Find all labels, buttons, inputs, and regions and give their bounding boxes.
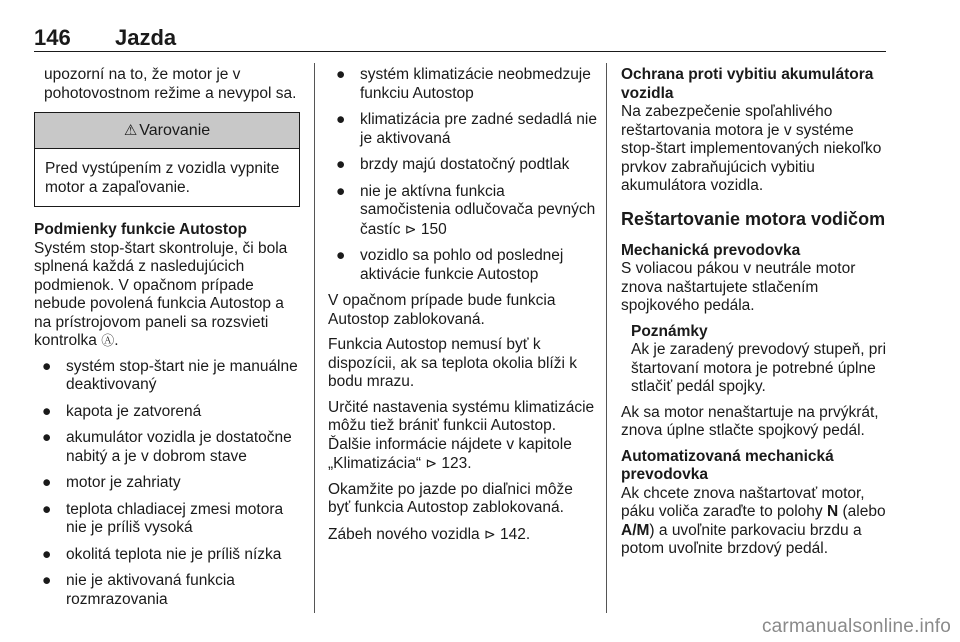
- list-item: ● okolitá teplota nie je príliš nízka: [42, 545, 282, 563]
- paragraph: V opačnom prípade bude funkcia Autostop zablokovaná.: [328, 292, 556, 328]
- list-item: ● vozidlo sa pohlo od poslednej aktivácie funkcie Autostop: [336, 247, 564, 283]
- list-item: ● teplota chladiacej zmesi motora nie je príliš vysoká: [42, 500, 284, 536]
- bullet-icon: ●: [42, 429, 52, 446]
- column-1: [34, 66, 300, 617]
- intro-text: upozorní na to, že motor je v pohotovostnom režime a nevypol sa.: [44, 66, 297, 102]
- list-item: ● nie je aktívna funkcia samočistenia odlučovača pevných častíc ⊳ 150: [336, 182, 596, 238]
- note-block: [621, 323, 889, 397]
- bullet-icon: ●: [336, 182, 346, 200]
- warning-text: Pred vystúpením z vozidla vypnite motor a zapaľovanie.: [45, 160, 280, 196]
- section-heading: Mechanická prevodovka: [621, 241, 801, 259]
- list-item: ● systém klimatizácie neobmedzuje funkciu Autostop: [336, 66, 591, 102]
- page-reference[interactable]: 142: [500, 525, 526, 543]
- paragraph: Určité nastavenia systému klimatizácie môžu tiež brániť funkcii Autostop. Ďalšie informácie nájdete v kapitole „Klimatizácia“ ⊳ 123.: [328, 398, 595, 472]
- column-divider: [606, 63, 607, 613]
- column-2: [328, 66, 598, 551]
- page-reference[interactable]: 150: [420, 220, 447, 238]
- bullet-icon: ●: [42, 572, 52, 589]
- section-heading: Automatizovaná mechanická prevodovka: [621, 447, 834, 483]
- gear-position-am: A/M: [621, 521, 650, 539]
- section-heading: Ochrana proti vybitiu akumulátora vozidla: [621, 66, 874, 102]
- bullet-icon: ●: [42, 402, 52, 420]
- warning-triangle-icon: ⚠: [123, 122, 138, 139]
- bullet-icon: ●: [42, 545, 52, 563]
- paragraph: Okamžite po jazde po diaľnici môže byť funkcia Autostop zablokovaná.: [328, 480, 573, 516]
- column-divider: [314, 63, 315, 613]
- paragraph: S voliacou pákou v neutrále motor znova naštartujete stlačením spojkového pedála.: [621, 260, 856, 314]
- page-reference-icon[interactable]: ⊳: [404, 220, 417, 237]
- note-title: Poznámky: [631, 322, 708, 340]
- list-item: ● brzdy majú dostatočný podtlak: [336, 156, 570, 173]
- paragraph: Ak chcete znova naštartovať motor, páku voliča zaraďte to polohy N (alebo A/M) a uvoľnite parkovaciu brzdu a potom uvoľnite brzdový pedál.: [621, 484, 886, 557]
- bullet-icon: ●: [336, 111, 346, 128]
- warning-header: [35, 113, 299, 149]
- gear-position-n: N: [827, 503, 839, 520]
- paragraph: Na zabezpečenie spoľahlivého reštartovania motora je v systéme stop-štart implementovaných niekoľko prvkov zabraňujúcich vybitiu akumulátora vozidla.: [621, 103, 882, 194]
- bullet-icon: ●: [336, 247, 346, 264]
- section-title: Reštartovanie motora vodičom: [621, 208, 886, 229]
- bullet-icon: ●: [42, 500, 52, 518]
- bullet-icon: ●: [42, 474, 52, 491]
- page-header: [34, 27, 886, 52]
- list-item: ● motor je zahriaty: [42, 474, 181, 491]
- page-reference-icon[interactable]: ⊳: [483, 525, 496, 542]
- warning-title: Varovanie: [139, 122, 211, 139]
- conditions-list-continued: [328, 66, 598, 284]
- warning-box: [34, 112, 300, 207]
- list-item: ● nie je aktivovaná funkcia rozmrazovania: [42, 572, 235, 608]
- watermark: carmanualsonline.info: [761, 616, 951, 637]
- paragraph: Zábeh nového vozidla ⊳ 142.: [328, 525, 531, 543]
- paragraph: Funkcia Autostop nemusí byť k dispozícii, ak sa teplota okolia blíži k bodu mrazu.: [328, 336, 577, 390]
- chapter-title: Jazda: [115, 25, 177, 50]
- bullet-icon: ●: [42, 357, 52, 375]
- autostop-telltale-icon: Ⓐ: [101, 333, 115, 348]
- paragraph: Systém stop-štart skontroluje, či bola splnená každá z nasledujúcich podmienok. V opačnom prípade nebude povolená funkcia Autostop a na prístrojovom paneli sa rozsvieti kontrolka Ⓐ.: [34, 239, 288, 349]
- page-reference[interactable]: 123: [441, 455, 468, 472]
- note-text: Ak je zaradený prevodový stupeň, pri štartovaní motora je potrebné úplne stlačiť pedál spojky.: [631, 341, 887, 395]
- column-3: [621, 66, 889, 566]
- page-reference-icon[interactable]: ⊳: [425, 455, 438, 471]
- conditions-list: [34, 358, 300, 610]
- bullet-icon: ●: [336, 156, 346, 173]
- paragraph: Ak sa motor nenaštartuje na prvýkrát, znova úplne stlačte spojkový pedál.: [621, 403, 879, 439]
- list-item: ● klimatizácia pre zadné sedadlá nie je aktivovaná: [336, 111, 597, 147]
- list-item: ● systém stop-štart nie je manuálne deaktivovaný: [42, 357, 298, 393]
- section-heading: Podmienky funkcie Autostop: [34, 221, 248, 238]
- list-item: ● kapota je zatvorená: [42, 402, 202, 420]
- bullet-icon: ●: [336, 66, 346, 83]
- list-item: ● akumulátor vozidla je dostatočne nabitý a je v dobrom stave: [42, 429, 292, 465]
- page-number: 146: [34, 25, 71, 50]
